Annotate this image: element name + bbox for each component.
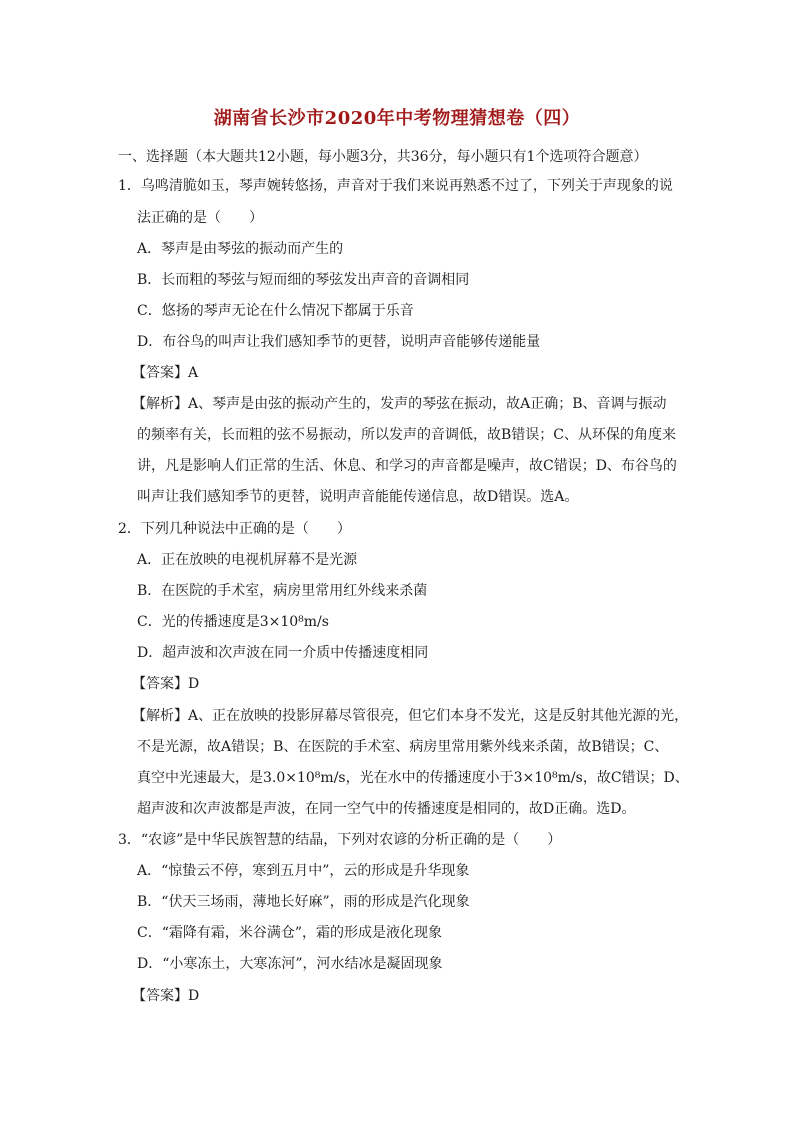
question-1-option-c: C．悠扬的琴声无论在什么情况下都属于乐音 xyxy=(137,303,414,319)
question-1-answer: 【答案】A xyxy=(132,365,199,381)
question-2-option-d: D．超声波和次声波在同一介质中传播速度相同 xyxy=(137,645,429,661)
question-3-option-c: C．“霜降有霜，米谷满仓”，霜的形成是液化现象 xyxy=(137,925,443,941)
section-heading: 一、选择题（本大题共12小题，每小题3分，共36分，每小题只有1个选项符合题意） xyxy=(118,149,648,165)
question-1-stem-line-1: 1．乌鸣清脆如玉，琴声婉转悠扬，声音对于我们来说再熟悉不过了，下列关于声现象的说 xyxy=(118,178,673,194)
question-2-answer: 【答案】D xyxy=(132,676,200,692)
question-2-explanation-line-3: 真空中光速最大，是3.0×10⁸m/s，光在水中的传播速度小于3×10⁸m/s，故C错误；D、 xyxy=(137,770,689,786)
question-1-stem-line-2: 法正确的是（ ） xyxy=(137,210,263,226)
question-1-explanation-line-2: 的频率有关，长而粗的弦不易振动，所以发声的音调低，故B错误；C、从环保的角度来 xyxy=(137,427,676,443)
question-2-explanation-line-4: 超声波和次声波都是声波，在同一空气中的传播速度是相同的，故D正确。选D。 xyxy=(137,801,636,817)
question-1-explanation-line-1: 【解析】A、琴声是由弦的振动产生的，发声的琴弦在振动，故A正确；B、音调与振动 xyxy=(132,396,667,412)
question-1-option-b: B．长而粗的琴弦与短而细的琴弦发出声音的音调相同 xyxy=(137,272,470,288)
question-2-option-b: B．在医院的手术室，病房里常用红外线来杀菌 xyxy=(137,583,428,599)
question-3-option-b: B．“伏天三场雨，薄地长好麻”，雨的形成是汽化现象 xyxy=(137,894,470,910)
question-1-explanation-line-3: 讲，凡是影响人们正常的生活、休息、和学习的声音都是噪声，故C错误；D、布谷鸟的 xyxy=(137,458,677,474)
page-title: 湖南省长沙市2020年中考物理猜想卷（四） xyxy=(213,108,581,129)
question-2-stem: 2．下列几种说法中正确的是（ ） xyxy=(118,521,351,537)
question-3-option-a: A．“惊蛰云不停，寒到五月中”，云的形成是升华现象 xyxy=(137,863,470,879)
question-2-option-c: C．光的传播速度是3×10⁸m/s xyxy=(137,614,329,630)
question-2-explanation-line-1: 【解析】A、正在放映的投影屏幕尽管很亮，但它们本身不发光，这是反射其他光源的光， xyxy=(132,708,689,724)
question-1-option-a: A．琴声是由琴弦的振动而产生的 xyxy=(137,241,344,257)
question-3-answer: 【答案】D xyxy=(132,988,200,1004)
question-1-explanation-line-4: 叫声让我们感知季节的更替，说明声音能能传递信息，故D错误。选A。 xyxy=(137,489,579,505)
question-3-stem: 3．“农谚”是中华民族智慧的结晶，下列对农谚的分析正确的是（ ） xyxy=(118,832,562,848)
question-1-option-d: D．布谷鸟的叫声让我们感知季节的更替，说明声音能够传递能量 xyxy=(137,334,541,350)
question-2-option-a: A．正在放映的电视机屏幕不是光源 xyxy=(137,552,358,568)
question-3-option-d: D．“小寒冻土，大寒冻河”，河水结冰是凝固现象 xyxy=(137,956,443,972)
question-2-explanation-line-2: 不是光源，故A错误；B、在医院的手术室、病房里常用紫外线来杀菌，故B错误；C、 xyxy=(137,739,669,755)
